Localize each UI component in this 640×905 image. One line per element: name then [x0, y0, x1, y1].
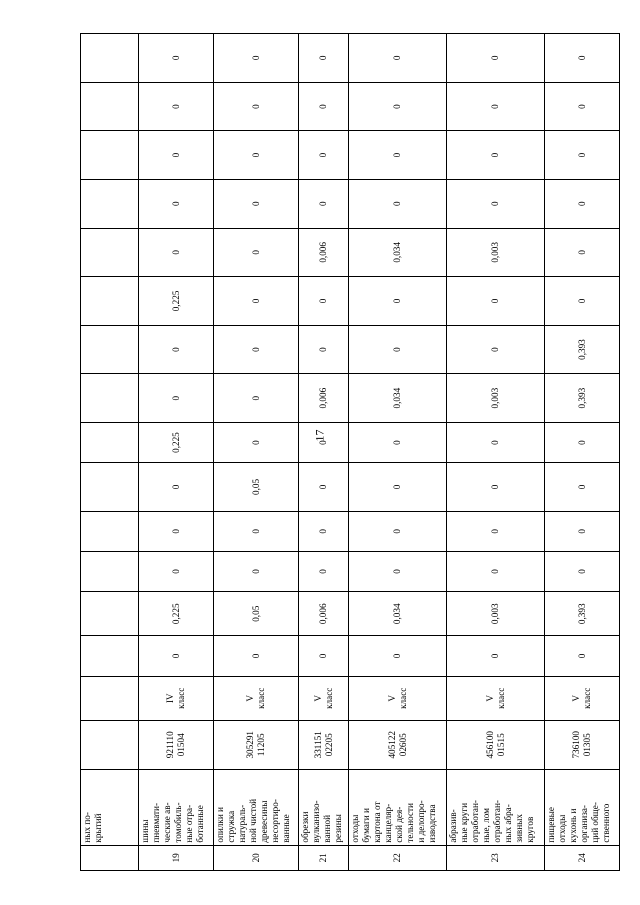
value-cell: 0	[447, 179, 545, 228]
table-cell	[81, 551, 139, 591]
value-cell: 0	[299, 551, 349, 591]
value-cell: 0	[349, 551, 447, 591]
value-cell: 0	[349, 422, 447, 462]
waste-table	[80, 33, 620, 871]
value-cell: 0,225	[139, 592, 214, 636]
row-number: 19	[139, 845, 214, 870]
value-cell: 0	[545, 463, 620, 512]
value-cell: 0	[139, 228, 214, 277]
table-cell	[81, 34, 139, 83]
table-cell	[81, 845, 139, 870]
value-cell: 0	[349, 179, 447, 228]
table-cell	[81, 374, 139, 423]
table-cell	[81, 131, 139, 180]
value-cell: 0	[299, 511, 349, 551]
value-cell: 0,003	[447, 374, 545, 423]
value-cell: 0,393	[545, 325, 620, 374]
value-cell: 0	[214, 551, 299, 591]
value-cell: 0	[299, 34, 349, 83]
value-cell: 0,003	[447, 592, 545, 636]
value-cell: 0	[214, 325, 299, 374]
page-number: 17	[312, 429, 327, 442]
value-cell: 0	[545, 131, 620, 180]
value-cell: 0	[139, 374, 214, 423]
table-cell-name-fragment: ных по- крытий	[81, 769, 139, 845]
value-cell: 0	[349, 325, 447, 374]
value-cell: 0	[447, 551, 545, 591]
value-cell: 0	[214, 511, 299, 551]
table-cell	[81, 179, 139, 228]
value-cell: 0	[139, 463, 214, 512]
value-cell: 0	[299, 179, 349, 228]
value-cell: 0,225	[139, 422, 214, 462]
value-cell: 0,05	[214, 463, 299, 512]
value-cell: 0	[545, 636, 620, 676]
table-cell	[81, 463, 139, 512]
table-row	[299, 34, 349, 871]
table-cell	[81, 511, 139, 551]
table-cell	[81, 720, 139, 769]
value-cell: 0	[447, 34, 545, 83]
value-cell: 0	[139, 82, 214, 131]
value-cell: 0	[447, 636, 545, 676]
table-row-header-fragment	[81, 34, 139, 871]
row-number: 24	[545, 845, 620, 870]
hazard-class: V класс	[545, 676, 620, 720]
table-cell	[81, 277, 139, 326]
value-cell: 0	[139, 34, 214, 83]
hazard-class: V класс	[214, 676, 299, 720]
value-cell: 0,034	[349, 592, 447, 636]
value-cell: 0	[545, 82, 620, 131]
value-cell: 0,003	[447, 228, 545, 277]
value-cell: 0	[349, 82, 447, 131]
table-cell	[81, 228, 139, 277]
value-cell: 0	[349, 34, 447, 83]
value-cell: 0,006	[299, 592, 349, 636]
value-cell: 0	[214, 131, 299, 180]
value-cell: 0	[214, 228, 299, 277]
value-cell: 0	[214, 636, 299, 676]
waste-name: пищевые отходы кухонь и организа- ций обще- ственного	[545, 769, 620, 845]
hazard-class: IV класс	[139, 676, 214, 720]
waste-name: опилки и стружка натураль- ной чистой древесины несортиро- ванные	[214, 769, 299, 845]
value-cell: 0	[214, 422, 299, 462]
table-row	[214, 34, 299, 871]
value-cell: 0,006	[299, 374, 349, 423]
value-cell: 0	[447, 463, 545, 512]
value-cell: 0	[545, 422, 620, 462]
value-cell: 0	[299, 422, 349, 462]
hazard-class: V класс	[299, 676, 349, 720]
value-cell: 0	[214, 374, 299, 423]
value-cell: 0	[545, 511, 620, 551]
value-cell: 0,05	[214, 592, 299, 636]
value-cell: 0	[447, 422, 545, 462]
rotated-table-container	[80, 33, 611, 871]
value-cell: 0,393	[545, 374, 620, 423]
waste-name: обрезки вулканизо- ванной резины	[299, 769, 349, 845]
value-cell: 0,225	[139, 277, 214, 326]
row-number: 22	[349, 845, 447, 870]
table-row	[447, 34, 545, 871]
value-cell: 0	[139, 551, 214, 591]
table-cell	[81, 325, 139, 374]
table-row	[139, 34, 214, 871]
fkko-code: 305291 11205	[214, 720, 299, 769]
value-cell: 0	[447, 82, 545, 131]
value-cell: 0	[545, 551, 620, 591]
value-cell: 0	[299, 131, 349, 180]
value-cell: 0	[214, 34, 299, 83]
value-cell: 0	[139, 511, 214, 551]
value-cell: 0	[447, 131, 545, 180]
waste-name: абразив- ные круги отработан- ные, лом отработан- ных абра- зивных кругов	[447, 769, 545, 845]
value-cell: 0	[349, 131, 447, 180]
value-cell: 0	[349, 636, 447, 676]
table-cell	[81, 82, 139, 131]
value-cell: 0	[299, 463, 349, 512]
row-number: 23	[447, 845, 545, 870]
value-cell: 0,393	[545, 592, 620, 636]
value-cell: 0	[139, 131, 214, 180]
value-cell: 0	[214, 179, 299, 228]
hazard-class: V класс	[447, 676, 545, 720]
value-cell: 0	[139, 179, 214, 228]
value-cell: 0	[545, 179, 620, 228]
value-cell: 0	[447, 277, 545, 326]
table-row	[545, 34, 620, 871]
value-cell: 0	[299, 325, 349, 374]
fkko-code: 456100 01515	[447, 720, 545, 769]
table-cell	[81, 592, 139, 636]
table-cell	[81, 422, 139, 462]
value-cell: 0	[545, 228, 620, 277]
hazard-class: V класс	[349, 676, 447, 720]
value-cell: 0,034	[349, 228, 447, 277]
value-cell: 0	[447, 325, 545, 374]
value-cell: 0	[545, 34, 620, 83]
waste-name: отходы бумаги и картона от канцеляр- ской дея- тельности и делопро- изводства	[349, 769, 447, 845]
value-cell: 0	[349, 463, 447, 512]
fkko-code: 921110 01504	[139, 720, 214, 769]
value-cell: 0,034	[349, 374, 447, 423]
value-cell: 0	[139, 325, 214, 374]
fkko-code: 736100 01305	[545, 720, 620, 769]
fkko-code: 331151 02205	[299, 720, 349, 769]
value-cell: 0	[214, 277, 299, 326]
value-cell: 0	[349, 511, 447, 551]
table-cell	[81, 676, 139, 720]
value-cell: 0	[349, 277, 447, 326]
row-number: 21	[299, 845, 349, 870]
value-cell: 0	[299, 636, 349, 676]
value-cell: 0	[299, 277, 349, 326]
value-cell: 0	[299, 82, 349, 131]
value-cell: 0,006	[299, 228, 349, 277]
fkko-code: 405122 02605	[349, 720, 447, 769]
table-cell	[81, 636, 139, 676]
value-cell: 0	[139, 636, 214, 676]
value-cell: 0	[545, 277, 620, 326]
waste-name: шины пневмати- ческие ав- томобиль- ные отра- ботанные	[139, 769, 214, 845]
table-row	[349, 34, 447, 871]
value-cell: 0	[447, 511, 545, 551]
row-number: 20	[214, 845, 299, 870]
value-cell: 0	[214, 82, 299, 131]
